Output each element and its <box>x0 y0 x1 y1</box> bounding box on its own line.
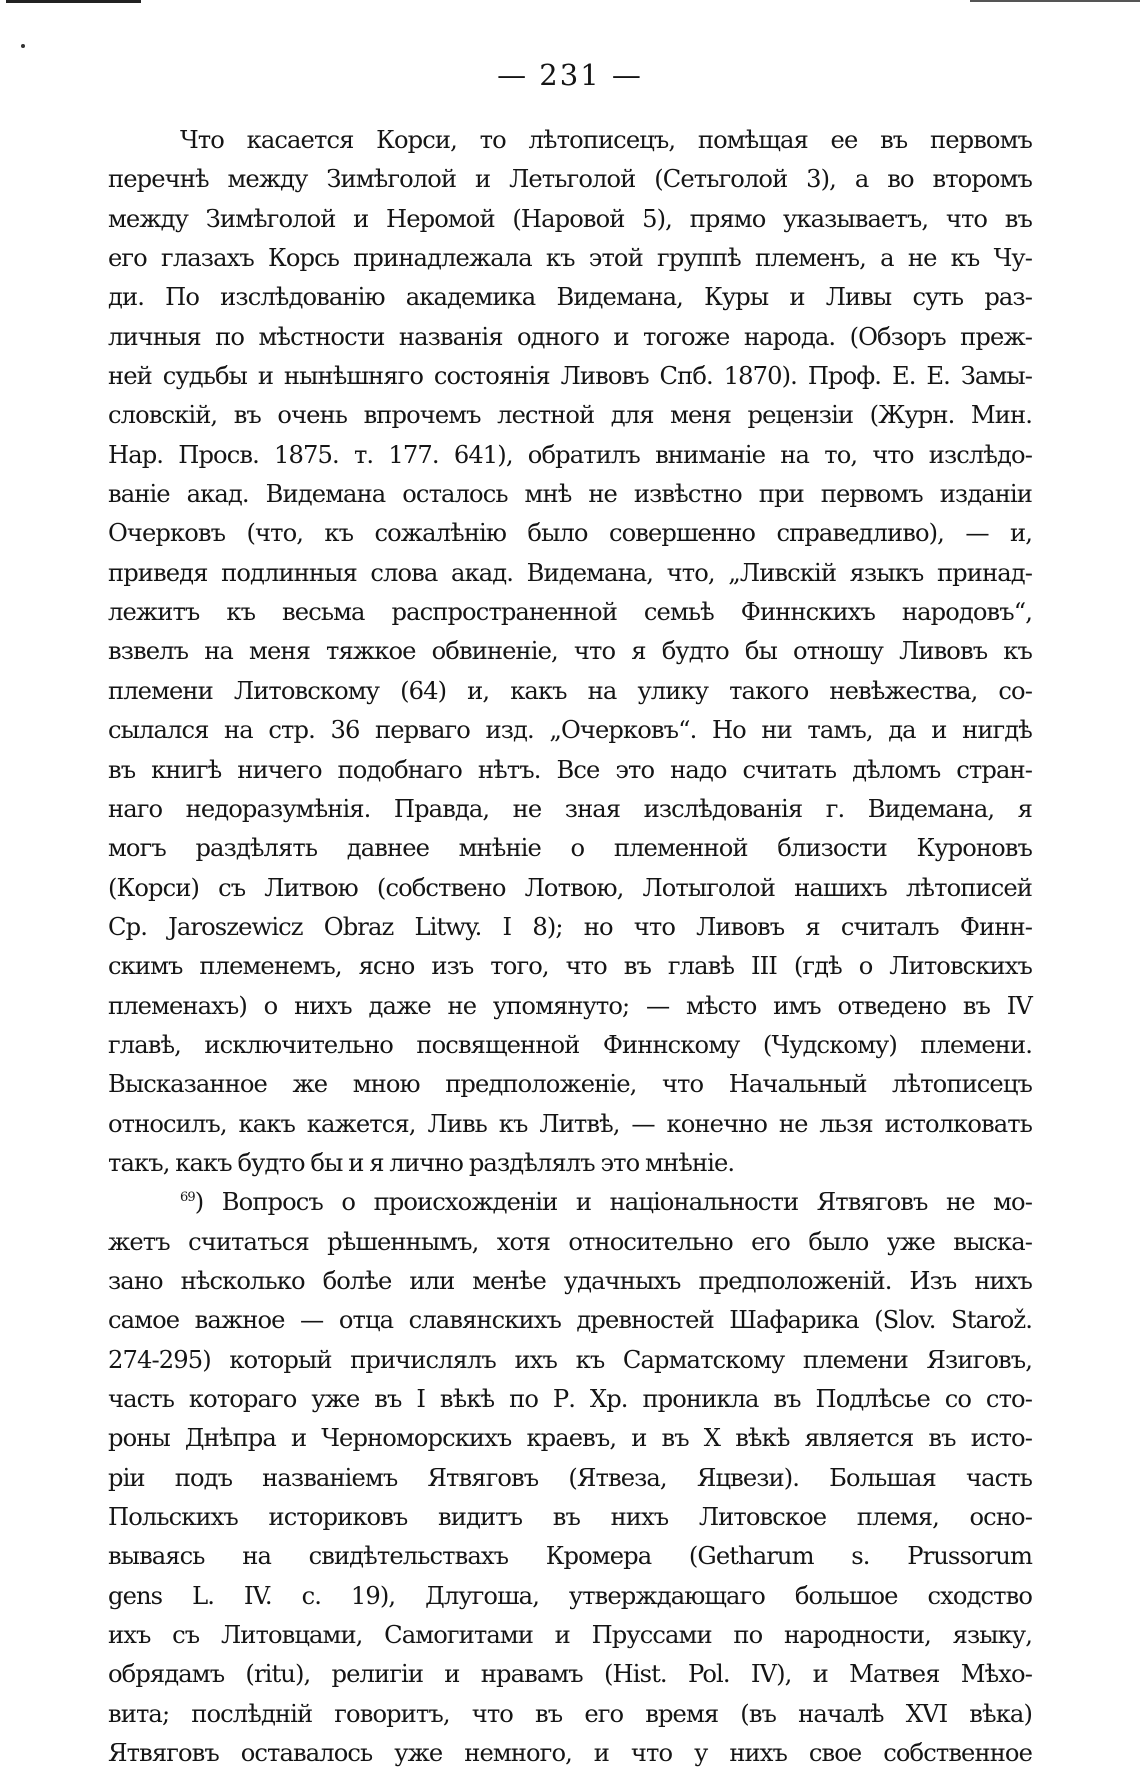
text-line: Высказанное же мною предположеніе, что Начальный лѣтописецъ <box>108 1070 1032 1099</box>
text-line: зано нѣсколько болѣе или менѣе удачныхъ предположеній. Изъ нихъ <box>108 1266 1032 1295</box>
text-line: словскій, въ очень впрочемъ лестной для меня рецензіи (Журн. Мин. <box>108 401 1032 430</box>
text-line: могъ раздѣлять давнее мнѣніе о племенной близости Куроновъ <box>108 834 1032 863</box>
text-line: скимъ племенемъ, ясно изъ того, что въ главѣ III (гдѣ о Литовскихъ <box>108 952 1032 981</box>
text-line: Ятвяговъ оставалось уже немного, и что у нихъ свое собственное <box>108 1739 1032 1768</box>
text-line: Очерковъ (что, къ сожалѣнію было совершенно справедливо), — и, <box>108 519 1032 548</box>
text-line: ней судьбы и нынѣшняго состоянія Ливовъ Спб. 1870). Проф. Е. Е. Замы- <box>108 362 1032 391</box>
scan-edge-mark-right <box>970 0 1140 8</box>
text-line: вываясь на свидѣтельствахъ Кромера (Getharum s. Prussorum <box>108 1542 1032 1571</box>
text-line: вита; послѣдній говоритъ, что въ его время (въ началѣ XVI вѣка) <box>108 1699 1032 1728</box>
scan-speck <box>21 44 25 48</box>
text-line: лежитъ къ весьма распространенной семьѣ Финнскихъ народовъ“, <box>108 598 1032 627</box>
text-line: сылался на стр. 36 перваго изд. „Очерковъ“. Но ни тамъ, да и нигдѣ <box>108 716 1032 745</box>
main-text <box>108 121 1032 1773</box>
text-line: часть котораго уже въ I вѣкѣ по Р. Хр. проникла въ Подлѣсье со сто- <box>108 1385 1032 1413</box>
text-line: ) Вопросъ о происхожденіи и національности Ятвяговъ не мо- <box>194 1188 1032 1217</box>
text-line: Ср. Jaroszewicz Obraz Litwy. I 8); но что Ливовъ я считалъ Финн- <box>108 912 1032 941</box>
text-line: роны Днѣпра и Черноморскихъ краевъ, и въ X вѣкѣ является въ исто- <box>108 1424 1032 1453</box>
text-line: жетъ считаться рѣшеннымъ, хотя относительно его было уже выска- <box>108 1227 1032 1256</box>
footnote-marker: 69 <box>180 1190 195 1206</box>
text-line: приведя подлинныя слова акад. Видемана, что, „Ливскій языкъ принад- <box>108 558 1032 587</box>
text-line: ихъ съ Литовцами, Самогитами и Пруссами по народности, языку, <box>108 1621 1032 1650</box>
text-line: (Корси) съ Литвою (собствено Лотвою, Лотыголой нашихъ лѣтописей <box>108 873 1032 902</box>
text-line: племенахъ) о нихъ даже не упомянуто; — мѣсто имъ отведено въ IV <box>108 991 1032 1020</box>
text-line: его глазахъ Корсь принадлежала къ этой группѣ племенъ, а не къ Чу- <box>108 244 1032 273</box>
text-line: ріи подъ названіемъ Ятвяговъ (Ятвеза, Яцвези). Большая часть <box>108 1463 1032 1492</box>
text-line: Польскихъ историковъ видитъ въ нихъ Литовское племя, осно- <box>108 1503 1032 1532</box>
text-line: ваніе акад. Видемана осталось мнѣ не извѣстно при первомъ изданіи <box>108 480 1032 509</box>
text-line: личныя по мѣстности названія одного и тогоже народа. (Обзоръ преж- <box>108 322 1032 351</box>
text-line: самое важное — отца славянскихъ древностей Шафарика (Slov. Starož. <box>108 1306 1032 1335</box>
text-line: такъ, какъ будто бы и я лично раздѣлялъ это мнѣніе. <box>108 1148 735 1177</box>
text-line: gens L. IV. c. 19), Длугоша, утверждающаго большое сходство <box>108 1581 1032 1610</box>
text-line: ди. По изслѣдованію академика Видемана, Куры и Ливы суть раз- <box>108 283 1032 312</box>
text-line: въ книгѣ ничего подобнаго нѣтъ. Все это надо считать дѣломъ стран- <box>108 755 1032 784</box>
text-line: наго недоразумѣнія. Правда, не зная изслѣдованія г. Видемана, я <box>108 794 1032 823</box>
text-line: между Зимѣголой и Неромой (Наровой 5), прямо указываетъ, что въ <box>108 204 1032 233</box>
footnote-first-line <box>108 1183 1032 1222</box>
text-line: главѣ, исключительно посвященной Финнскому (Чудскому) племени. <box>108 1030 1032 1059</box>
page-number: — 231 — <box>497 58 643 92</box>
text-line: взвелъ на меня тяжкое обвиненіе, что я будто бы отношу Ливовъ къ <box>108 637 1032 666</box>
text-line: обрядамъ (ritu), религіи и нравамъ (Hist. Pol. IV), и Матвея Мѣхо- <box>108 1660 1032 1689</box>
text-line: относилъ, какъ кажется, Ливь къ Литвѣ, — конечно не льзя истолковать <box>108 1109 1032 1138</box>
text-line: перечнѣ между Зимѣголой и Летьголой (Сетьголой 3), а во второмъ <box>108 165 1032 194</box>
text-line: племени Литовскому (64) и, какъ на улику такого невѣжества, со- <box>108 676 1032 705</box>
scan-edge-mark <box>6 0 141 13</box>
text-line: Что касается Корси, то лѣтописецъ, помѣщая ее въ первомъ <box>180 126 1032 154</box>
text-line: 274-295) который причислялъ ихъ къ Сарматскому племени Язиговъ, <box>108 1345 1032 1374</box>
text-line: Нар. Просв. 1875. т. 177. 641), обратилъ вниманіе на то, что изслѣдо- <box>108 440 1032 469</box>
